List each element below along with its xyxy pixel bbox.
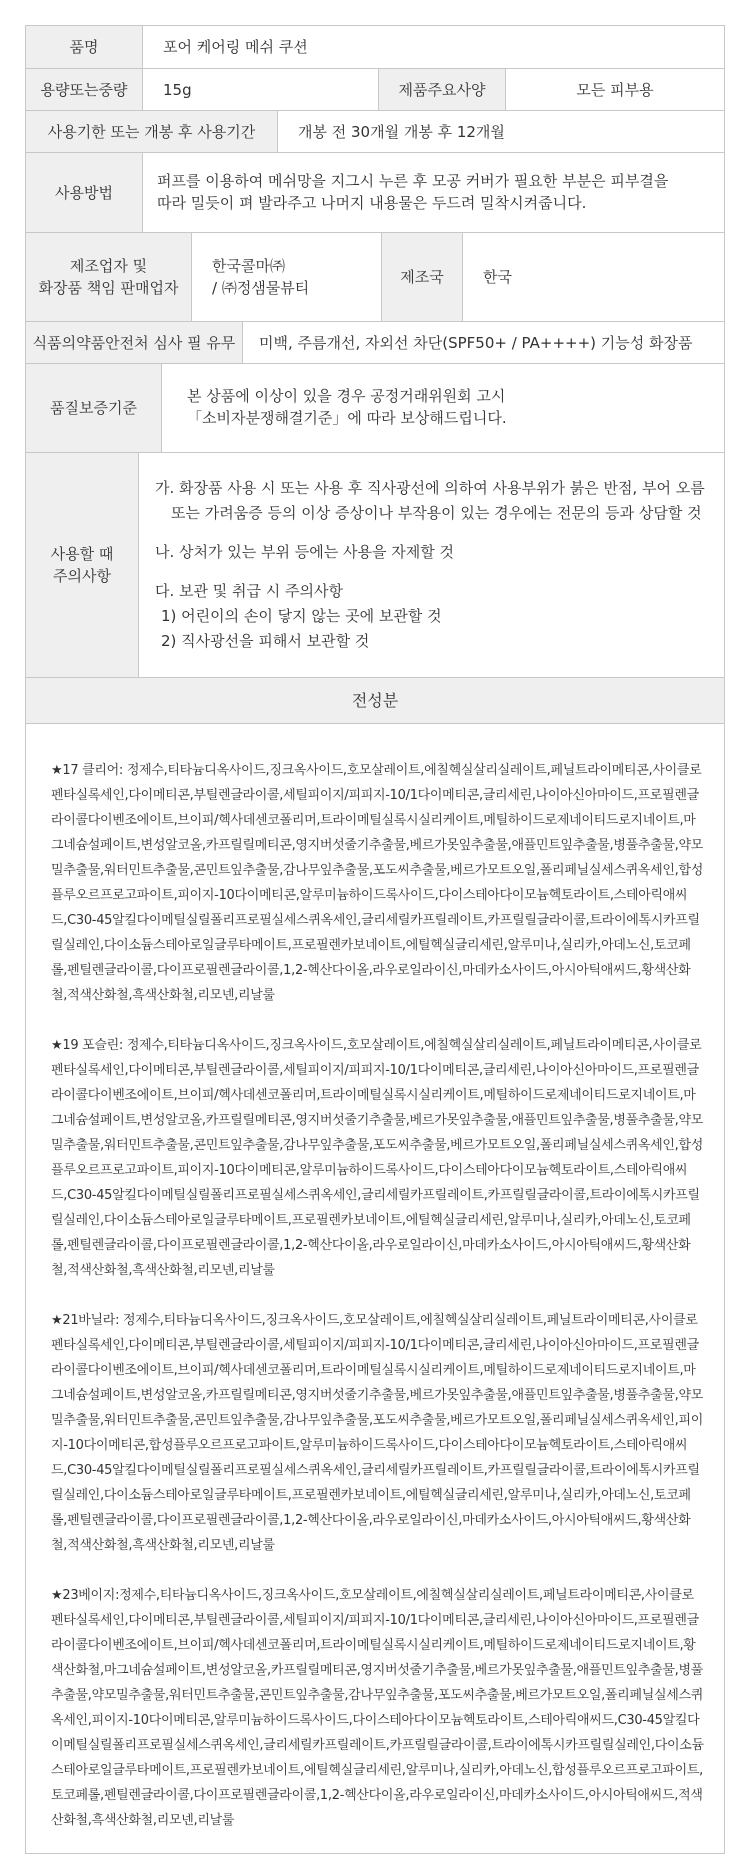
row-volume: [26, 69, 724, 111]
usage-line: 따라 밀듯이 펴 발라주고 나머지 내용물은 두드려 밀착시켜줍니다.: [157, 194, 587, 212]
caution-label: [26, 453, 138, 677]
spec-value: 모든 피부용: [505, 69, 724, 110]
volume-value: 15g: [142, 69, 378, 110]
maker-label: [26, 233, 191, 321]
caution-item-c2: 2) 직사광선을 피해서 보관할 것: [161, 632, 370, 650]
maker-line: 한국콜마㈜: [212, 257, 285, 275]
ingredients-clear17: ★17 클리어: 정제수,티타늄디옥사이드,징크옥사이드,호모살레이트,에칠헥실살리실레이트,페닐트라이메티콘,사이클로펜타실록세인,다이메티콘,부틸렌글라이콜,세틸피이지/피피지-10/1다이메티콘,글리세린,나이아신아마이드,프로필렌글라이콜다이벤조에이트,브이피/헥사데센코폴리머,트라이메틸실록시실리케이트,메틸하이드로제네이티드로지네이트,마그네슘설페이트,변성알코올,카프릴릴메티콘,영지버섯줄기추출물,베르가못잎추출물,애플민트잎추출물,병풀추출물,약모밀추출물,워터민트추출물,콘민트잎추출물,감나무잎추출물,포도씨추출물,베르가모트오일,폴리페닐실세스퀴옥세인,합성플루오르프로고파이트,피이지-10다이메티콘,알루미늄하이드록사이드,다이스테아다이모늄헥토라이트,스테아릭애씨드,C30-45알킬다이메틸실릴폴리프로필실세스퀴옥세인,글리세릴카프릴레이트,카프릴릴글라이콜,트라이에톡시카프릴릴실레인,다이소듐스테아로일글루타메이트,프로필렌카보네이트,에틸헥실글리세린,알루미나,실리카,아데노신,토코페롤,펜틸렌글라이콜,다이프로필렌글라이콜,1,2-헥산다이올,라우로일라이신,마데카소사이드,아시아틱애씨드,황색산화철,적색산화철,흑색산화철,리모넨,리날룰: [51, 763, 703, 1003]
usage-value: [142, 153, 724, 232]
row-product-name: [26, 26, 724, 69]
review-label: 식품의약품안전처 심사 필 유무: [26, 322, 242, 363]
ingredients-beige23: ★23베이지:정제수,티타늄디옥사이드,징크옥사이드,호모살레이트,에칠헥실살리실레이트,페닐트라이메티콘,사이클로펜타실록세인,다이메티콘,부틸렌글라이콜,세틸피이지/피피지-10/1다이메티콘,글리세린,나이아신아마이드,프로필렌글라이콜다이벤조에이트,브이피/헥사데센코폴리머,트라이메틸실록시실리케이트,메틸하이드로제네이티드로지네이트,황색산화철,마그네슘설페이트,변성알코올,카프릴릴메티콘,영지버섯줄기추출물,베르가못잎추출물,애플민트잎추출물,병풀추출물,약모밀추출물,워터민트추출물,콘민트잎추출물,감나무잎추출물,포도씨추출물,베르가모트오일,폴리페닐실세스퀴옥세인,피이지-10다이메티콘,알루미늄하이드록사이드,다이스테아다이모늄헥토라이트,스테아릭애씨드,C30-45알킬다이메틸실릴폴리프로필실세스퀴옥세인,글리세릴카프릴레이트,카프릴릴글라이콜,트라이에톡시카프릴릴실레인,다이소듐스테아로일글루타메이트,프로필렌카보네이트,에틸헥실글리세린,알루미나,실리카,아데노신,합성플루오르프로고파이트,토코페롤,펜틸렌글라이콜,다이프로필렌글라이콜,1,2-헥산다이올,라우로일라이신,마데카소사이드,아시아틱애씨드,적색산화철,흑색산화철,리모넨,리날룰: [51, 1588, 704, 1828]
product-name-label: 품명: [26, 26, 142, 68]
warranty-line: 본 상품에 이상이 있을 경우 공정거래위원회 고시: [187, 387, 506, 405]
row-caution: [26, 453, 724, 678]
caution-item-a: 가. 화장품 사용 시 또는 사용 후 직사광선에 의하여 사용부위가 붉은 반점, 부어 오름: [155, 479, 705, 497]
expiry-label: 사용기한 또는 개봉 후 사용기간: [26, 111, 277, 152]
row-expiry: [26, 111, 724, 153]
maker-line: / ㈜정샘물뷰티: [212, 279, 310, 297]
ingredients-list: [26, 724, 724, 1853]
ingredients-header: 전성분: [26, 678, 724, 724]
maker-value: [191, 233, 381, 321]
product-name-value: 포어 케어링 메쉬 쿠션: [142, 26, 724, 68]
country-label: 제조국: [381, 233, 462, 321]
caution-item-a-cont: 또는 가려움증 등의 이상 증상이나 부작용이 있는 경우에는 전문의 등과 상담할 것: [171, 504, 702, 522]
review-value: 미백, 주름개선, 자외선 차단(SPF50+ / PA++++) 기능성 화장품: [242, 322, 724, 363]
warranty-label: 품질보증기준: [26, 364, 161, 452]
maker-label-line: 제조업자 및: [69, 257, 148, 275]
usage-line: 퍼프를 이용하여 메쉬망을 지그시 누른 후 모공 커버가 필요한 부분은 피부결을: [157, 172, 669, 190]
caution-label-line: 사용할 때: [50, 545, 114, 563]
caution-label-line: 주의사항: [53, 567, 111, 585]
usage-label: 사용방법: [26, 153, 142, 232]
warranty-value: [161, 364, 724, 452]
ingredients-porcelain19: ★19 포슬린: 정제수,티타늄디옥사이드,징크옥사이드,호모살레이트,에칠헥실살리실레이트,페닐트라이메티콘,사이클로펜타실록세인,다이메티콘,부틸렌글라이콜,세틸피이지/피피지-10/1다이메티콘,글리세린,나이아신아마이드,프로필렌글라이콜다이벤조에이트,브이피/헥사데센코폴리머,트라이메틸실록시실리케이트,메틸하이드로제네이티드로지네이트,마그네슘설페이트,변성알코올,카프릴릴메티콘,영지버섯줄기추출물,베르가못잎추출물,애플민트잎추출물,병풀추출물,약모밀추출물,워터민트추출물,콘민트잎추출물,감나무잎추출물,포도씨추출물,베르가모트오일,폴리페닐실세스퀴옥세인,합성플루오르프로고파이트,피이지-10다이메티콘,알루미늄하이드록사이드,다이스테아다이모늄헥토라이트,스테아릭애씨드,C30-45알킬다이메틸실릴폴리프로필실세스퀴옥세인,글리세릴카프릴레이트,카프릴릴글라이콜,트라이에톡시카프릴릴실레인,다이소듐스테아로일글루타메이트,프로필렌카보네이트,에틸헥실글리세린,알루미나,실리카,아데노신,토코페롤,펜틸렌글라이콜,다이프로필렌글라이콜,1,2-헥산다이올,라우로일라이신,마데카소사이드,아시아틱애씨드,황색산화철,적색산화철,흑색산화철,리모넨,리날룰: [51, 1038, 703, 1278]
warranty-line: 「소비자분쟁해결기준」에 따라 보상해드립니다.: [187, 409, 507, 427]
volume-label: 용량또는중량: [26, 69, 142, 110]
caution-item-c1: 1) 어린이의 손이 닿지 않는 곳에 보관할 것: [161, 607, 442, 625]
expiry-value: 개봉 전 30개월 개봉 후 12개월: [277, 111, 724, 152]
caution-item-b: 나. 상처가 있는 부위 등에는 사용을 자제할 것: [155, 543, 454, 561]
spec-label: 제품주요사양: [378, 69, 505, 110]
country-value: 한국: [462, 233, 724, 321]
row-warranty: [26, 364, 724, 453]
caution-content: [138, 453, 724, 677]
ingredients-vanilla21: ★21바닐라: 정제수,티타늄디옥사이드,징크옥사이드,호모살레이트,에칠헥실살리실레이트,페닐트라이메티콘,사이클로펜타실록세인,다이메티콘,부틸렌글라이콜,세틸피이지/피피지-10/1다이메티콘,글리세린,나이아신아마이드,프로필렌글라이콜다이벤조에이트,브이피/헥사데센코폴리머,트라이메틸실록시실리케이트,메틸하이드로제네이티드로지네이트,마그네슘설페이트,변성알코올,카프릴릴메티콘,영지버섯줄기추출물,베르가못잎추출물,애플민트잎추출물,병풀추출물,약모밀추출물,워터민트추출물,콘민트잎추출물,감나무잎추출물,포도씨추출물,베르가모트오일,폴리페닐실세스퀴옥세인,피이지-10다이메티콘,합성플루오르프로고파이트,알루미늄하이드록사이드,다이스테아다이모늄헥토라이트,스테아릭애씨드,C30-45알킬다이메틸실릴폴리프로필실세스퀴옥세인,글리세릴카프릴레이트,카프릴릴글라이콜,트라이에톡시카프릴릴실레인,다이소듐스테아로일글루타메이트,프로필렌카보네이트,에틸헥실글리세린,알루미나,실리카,아데노신,토코페롤,펜틸렌글라이콜,다이프로필렌글라이콜,1,2-헥산다이올,라우로일라이신,마데카소사이드,아시아틱애씨드,황색산화철,적색산화철,흑색산화철,리모넨,리날룰: [51, 1313, 703, 1553]
maker-label-line: 화장품 책임 판매업자: [38, 279, 179, 297]
row-maker: [26, 233, 724, 322]
product-info-table: [25, 25, 725, 1854]
row-review: [26, 322, 724, 364]
caution-item-c: 다. 보관 및 취급 시 주의사항: [155, 582, 343, 600]
row-usage: [26, 153, 724, 233]
